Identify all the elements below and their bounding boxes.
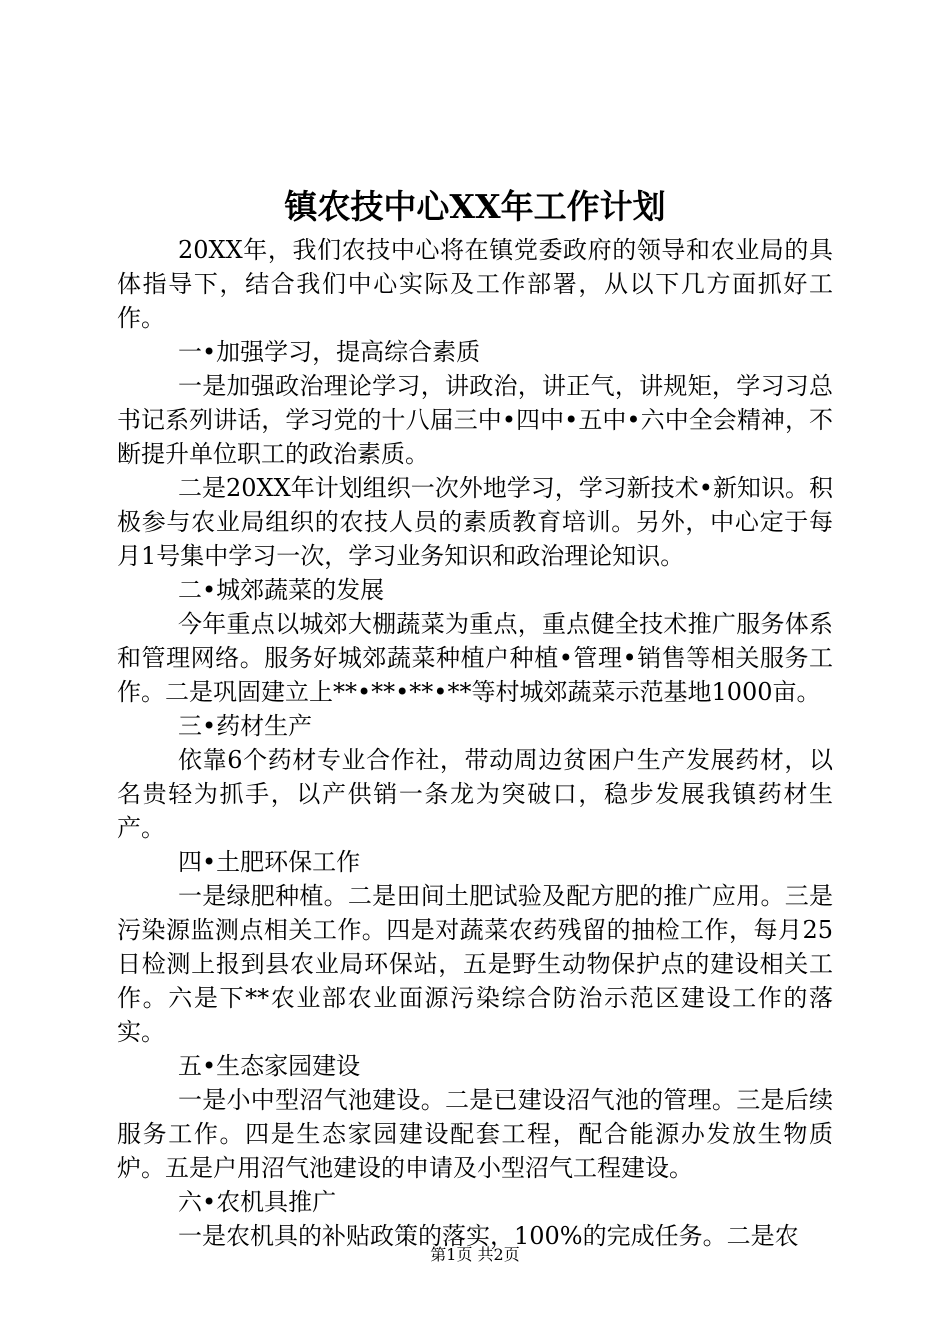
document-title: 镇农技中心XX年工作计划 bbox=[284, 187, 666, 226]
section-1-paragraph-1: 一是加强政治理论学习，讲政治，讲正气，讲规矩，学习习总书记系列讲话，学习党的十八届三中•四中•五中•六中全会精神，不断提升单位职工的政治素质。 bbox=[117, 372, 833, 468]
section-4-paragraph: 一是绿肥种植。二是田间土肥试验及配方肥的推广应用。三是污染源监测点相关工作。四是对蔬菜农药残留的抽检工作，每月25日检测上报到县农业局环保站，五是野生动物保护点的建设相关工作。六是下**农业部农业面源污染综合防治示范区建设工作的落实。 bbox=[117, 882, 833, 1046]
section-heading-4: 四•土肥环保工作 bbox=[178, 848, 361, 876]
section-heading-2: 二•城郊蔬菜的发展 bbox=[178, 576, 385, 604]
section-6-paragraph: 一是农机具的补贴政策的落实，100%的完成任务。二是农 bbox=[178, 1222, 799, 1250]
section-heading-6: 六•农机具推广 bbox=[178, 1188, 337, 1216]
section-2-paragraph: 今年重点以城郊大棚蔬菜为重点，重点健全技术推广服务体系和管理网络。服务好城郊蔬菜种植户种植•管理•销售等相关服务工作。二是巩固建立上**•**•**•**等村城郊蔬菜示范基地1000亩。 bbox=[117, 610, 833, 706]
page-footer: 第1页 共2页 bbox=[430, 1245, 520, 1264]
section-3-paragraph: 依靠6个药材专业合作社，带动周边贫困户生产发展药材，以名贵轻为抓手，以产供销一条龙为突破口，稳步发展我镇药材生产。 bbox=[117, 746, 833, 842]
section-5-paragraph: 一是小中型沼气池建设。二是已建设沼气池的管理。三是后续服务工作。四是生态家园建设配套工程，配合能源办发放生物质炉。五是户用沼气池建设的申请及小型沼气工程建设。 bbox=[117, 1086, 833, 1182]
intro-paragraph: 20XX年，我们农技中心将在镇党委政府的领导和农业局的具体指导下，结合我们中心实际及工作部署，从以下几方面抓好工作。 bbox=[117, 236, 833, 332]
section-heading-5: 五•生态家园建设 bbox=[178, 1052, 361, 1080]
section-heading-3: 三•药材生产 bbox=[178, 712, 313, 740]
document-body bbox=[117, 233, 833, 1253]
section-heading-1: 一•加强学习，提高综合素质 bbox=[178, 338, 481, 366]
section-1-paragraph-2: 二是20XX年计划组织一次外地学习，学习新技术•新知识。积极参与农业局组织的农技人员的素质教育培训。另外，中心定于每月1号集中学习一次，学习业务知识和政治理论知识。 bbox=[117, 474, 833, 570]
